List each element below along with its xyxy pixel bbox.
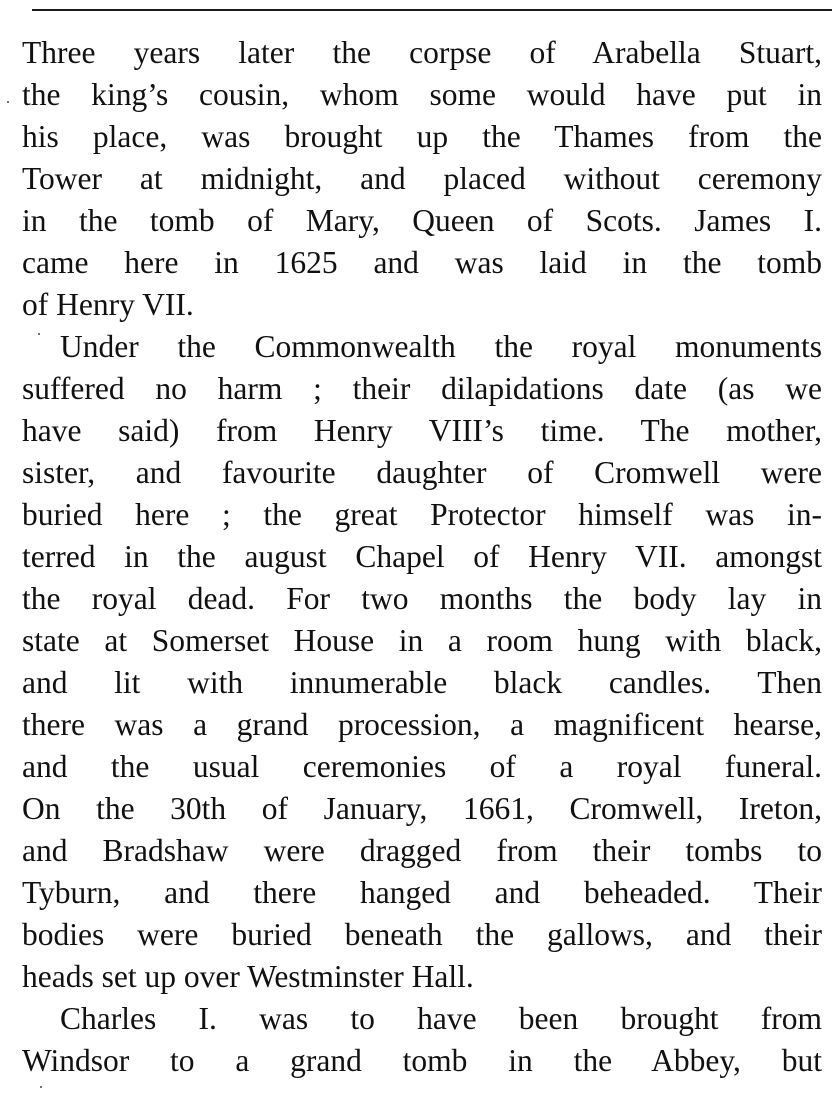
paragraph-2 xyxy=(22,326,822,998)
text-line: bodies were buried beneath the gallows, and their xyxy=(22,917,822,952)
text-line: the royal dead. For two months the body lay in xyxy=(22,581,822,616)
text-line: have said) from Henry VIII’s time. The mother, xyxy=(22,413,822,448)
text-line: Three years later the corpse of Arabella Stuart, xyxy=(22,35,822,70)
text-line: in the tomb of Mary, Queen of Scots. James I. xyxy=(22,203,822,238)
text-line: Under the Commonwealth the royal monuments xyxy=(60,329,822,364)
paper-speck xyxy=(38,333,40,335)
text-line: came here in 1625 and was laid in the tomb xyxy=(22,245,822,280)
page-body-text xyxy=(22,32,822,1082)
text-line: the king’s cousin, whom some would have put in xyxy=(22,77,822,112)
header-rule xyxy=(32,9,832,11)
text-line: Tyburn, and there hanged and beheaded. Their xyxy=(22,875,822,910)
text-line: suffered no harm ; their dilapidations date (as we xyxy=(22,371,822,406)
paper-speck xyxy=(7,101,9,103)
text-line: his place, was brought up the Thames from the xyxy=(22,119,822,154)
text-line: of Henry VII. xyxy=(22,287,194,322)
paper-speck xyxy=(40,1086,42,1088)
text-line: sister, and favourite daughter of Cromwell were xyxy=(22,455,822,490)
text-line: On the 30th of January, 1661, Cromwell, Ireton, xyxy=(22,791,822,826)
text-line: there was a grand procession, a magnificent hearse, xyxy=(22,707,822,742)
text-line: and the usual ceremonies of a royal funeral. xyxy=(22,749,822,784)
text-line: buried here ; the great Protector himself was in- xyxy=(22,497,822,532)
paragraph-3 xyxy=(22,998,822,1082)
paragraph-1 xyxy=(22,32,822,326)
text-line: Windsor to a grand tomb in the Abbey, but xyxy=(22,1043,822,1078)
text-line: Tower at midnight, and placed without ceremony xyxy=(22,161,822,196)
text-line: terred in the august Chapel of Henry VII. amongst xyxy=(22,539,822,574)
text-line: heads set up over Westminster Hall. xyxy=(22,959,474,994)
text-line: Charles I. was to have been brought from xyxy=(60,1001,822,1036)
text-line: state at Somerset House in a room hung with black, xyxy=(22,623,822,658)
text-line: and Bradshaw were dragged from their tombs to xyxy=(22,833,822,868)
text-line: and lit with innumerable black candles. Then xyxy=(22,665,822,700)
